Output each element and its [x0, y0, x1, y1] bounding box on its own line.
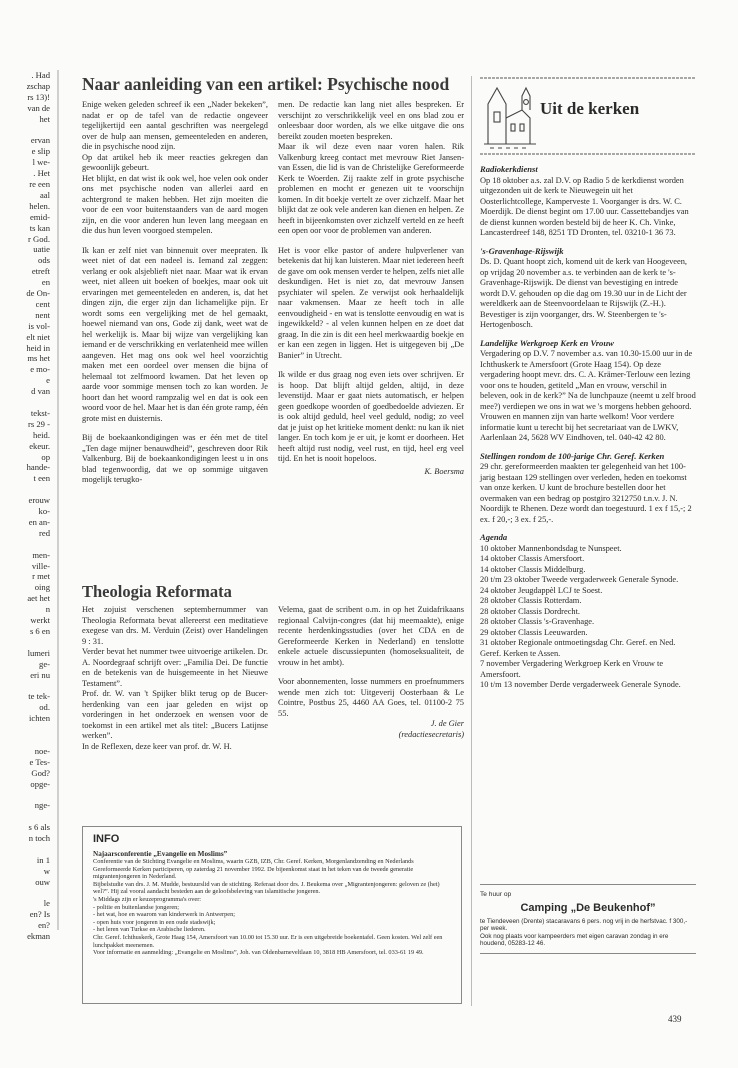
fragment-line: oing	[34, 582, 50, 593]
article1-column-1	[82, 100, 268, 495]
page-number: 439	[668, 1014, 682, 1024]
ad-rule	[480, 884, 696, 885]
info-line: Voor informatie en aanmelding: „Evangelie en Moslims”, Joh. van Oldenbarneveltlaan 10, 3818 HB Amersfoort, tel. 033-61 19 49.	[93, 949, 424, 957]
fragment-line: lumeri	[27, 647, 50, 658]
fragment-line: is vol-	[28, 320, 50, 331]
fragment-line: op	[41, 451, 50, 462]
fragment-line: ms het	[27, 353, 50, 364]
editor-name: J. de Gier	[430, 719, 464, 728]
fragment-line: ko-	[38, 506, 50, 516]
agenda-item: 14 oktober Classis Middelburg.	[480, 564, 586, 574]
notice-heading: 's-Gravenhage-Rijswijk	[480, 245, 564, 256]
page-fold	[57, 70, 59, 930]
fragment-line: nge-	[34, 800, 50, 811]
fragment-line: het	[39, 113, 50, 124]
paragraph: Ik wilde er dus graag nog even iets over schrijven. Er is hoop. Dat blijft altijd gelden, altijd, in deze levenstijd. Maar er gaat niets automatisch, er helpen geen goedkope woorden of goedbedoelde adviezen. Er is ook altijd geduld, heel veel geduld, nodig; zo veel dat je juist op het kritieke moment denkt: nu kan ik niet langer. En toch kom je er uit, je komt er doorheen. Het heeft altijd rust nodig, veel rust, en tijd, heel erg veel tijd. En het is nooit hopeloos.	[278, 370, 464, 463]
agenda-item: 20 t/m 23 oktober Tweede vergaderweek Generale Synode.	[480, 575, 679, 584]
fragment-line: e	[46, 375, 50, 386]
fragment-line: etreft	[31, 266, 50, 277]
fragment-line: ge-	[39, 658, 50, 669]
notice-body: Op 18 oktober a.s. zal D.V. op Radio 5 de kerkdienst worden uitgezonden uit de kerk te Nieuwegein uit het Oosterlichtcollege, Kamperveste 1. Voorganger is drs. W. C. Moerdijk. De dienst begint om 17.00 uur. Cassettebandjes van de dienst kunnen worden besteld bij de heer K. Ch. Vinke, Lancasterdreef 148, 8251 TD Dronten, tel. 03210-1 36 73.	[480, 175, 689, 237]
info-box	[82, 826, 462, 1004]
paragraph: Ik kan er zelf niet van binnenuit over meepraten. Ik weet niet of dat een nadeel is. Iemand zal zeggen: verlang er ook alsjeblieft niet naar. Maar wat ik ervan weet, niet alleen uit boeken of boekjes, maar ook uit ervaringen met gemeenteleden en anderen, is, dat het dingen zijn, die erger zijn dan lichamelijke pijn. Er wordt soms een vergelijking met de hel gemaakt, hoewel niemand van ons, Gode zij dank, weet wat de hel werkelijk is. Maar bij wijze van vergelijking kan iemand er de verschrikking en verlatenheid mee willen aangeven. Het mag ons ook wel heel voorzichtig maken met een oordeel over mensen die bijna of helemaal tot zelfmoord kwamen. Dat het leven op aarde voor sommige mensen toch zo kan worden. Je hoort dan het woord rampzalig wel en dat is ook een woord voor de hel. Maar het is dan één grote ramp, één grote mist en duisternis.	[82, 245, 268, 423]
notice-heading: Stellingen rondom de 100-jarige Chr. Geref. Kerken	[480, 450, 665, 461]
fragment-line: ekeur.	[29, 440, 50, 451]
notice-heading: Radiokerkdienst	[480, 164, 538, 174]
fragment-line: en	[41, 277, 50, 288]
fragment-line: hande-	[26, 462, 50, 473]
fragment-line: uatie	[33, 244, 50, 255]
fragment-line: noe-	[34, 745, 50, 756]
fragment-line: en?	[38, 920, 50, 931]
agenda-heading: Agenda	[480, 532, 508, 542]
fragment-line: elt niet	[26, 331, 50, 342]
agenda-item: 10 t/m 13 november Derde vergaderweek Generale Synode.	[480, 680, 681, 689]
fragment-line: red	[39, 527, 50, 538]
fragment-line: nent	[35, 309, 50, 320]
info-lines	[93, 858, 451, 957]
fragment-line: e mo-	[30, 364, 50, 375]
article2-column-1	[82, 605, 268, 761]
fragment-line: helen.	[29, 200, 50, 211]
info-line: - politie en buitenlandse jongeren;	[93, 903, 180, 911]
fragment-line: heid in	[26, 342, 50, 353]
paragraph: Velema, gaat de scribent o.m. in op het Zuidafrikaans regionaal Calvijn-congres (dat hij meemaakte), enige recente herdenkingsstudies (over het CDA en de Gereformeerde Kerken in Nederland) en tenslotte enkele actuele discussiepunten (homoseksualiteit, de vrouw in het ambt).	[278, 605, 464, 667]
fragment-line: aal	[39, 189, 50, 200]
fragment-line: God?	[31, 767, 50, 778]
notice-body: Ds. D. Quant hoopt zich, komend uit de kerk van Hoogeveen, op vrijdag 20 november a.s. te verbinden aan de kerk te 's-Gravenhage-Rijswijk. De dienst van bevestiging en intrede wordt D.V. gehouden op die dag om 19.30 uur in de Licht der wereldkerk aan de Steenvoordelaan te Rijswijk (Z.-H.). Bevestiger is zijn voorganger, drs. W. Steenbergen te 's-Hertogenbosch.	[480, 257, 687, 329]
fragment-line: t een	[33, 473, 50, 484]
fragment-line: w	[43, 865, 50, 876]
info-heading: Najaarsconferentie „Evangelie en Moslims”	[93, 850, 228, 858]
notice-body: 29 chr. gereformeerden maakten ter gelegenheid van het 100-jarig bestaan 129 stellingen over verleden, heden en toekomst van onze kerken. U kunt de brochure bestellen door het overmaken van een bedrag op postgiro 3212750 t.n.v. J. N. Noordijk te Rhenen. Deze wordt dan toegestuurd. 1 ex f 15,-; 2 ex. f 20,-; 3 ex. f 25,-.	[480, 462, 692, 524]
kerk-notices	[480, 164, 696, 525]
agenda-item: 7 november Vergadering Werkgroep Kerk en Vrouw te Amersfoort.	[480, 659, 664, 679]
church-icon	[484, 88, 536, 148]
section-header	[480, 74, 696, 158]
fragment-line: ichten	[29, 713, 50, 724]
fragment-line: ouw	[35, 876, 50, 887]
fragment-line: ts kan	[29, 222, 50, 233]
paragraph: Enige weken geleden schreef ik een „Nader bekeken”, nadat er op de tafel van de redactie ongeveer tegelijkertijd een aantal geschriften was neergelegd over de hulp aan mensen, gemeenteleden en anderen, die in psychische nood zijn. Op dat artikel heb ik meer reacties gekregen dan gewoonlijk gebeurt. Het blijkt, en dat wist ik ook wel, hoe velen ook onder ons met psychische noden van allerlei aard en achtergrond te maken hebben. Het zijn moeiten die voor de een voor buitenstaanders van de aard mogen zijn, en die voor anderen hun leven lang meegaan en die dus hun leven voorgoed stempelen.	[82, 100, 268, 235]
ad-details: te Tiendeveen (Drente) stacaravans 6 pers. nog vrij in de herfstvac. f 300,- per week. Ook nog plaats voor kampeerders met eigen caravan zondag in ere houdend, 05283-12 46.	[480, 918, 688, 948]
fragment-line: erouw	[28, 495, 50, 506]
info-title: INFO	[93, 833, 120, 845]
fragment-line: ekman	[27, 931, 50, 942]
fragment-line: tekst-	[30, 407, 50, 418]
ad-intro: Te huur op	[480, 891, 512, 898]
fragment-line: . Het	[33, 168, 50, 179]
article2-column-2	[278, 605, 464, 740]
fragment-line: te tek-	[28, 691, 50, 702]
agenda-item: 31 oktober Regionale ontmoetingsdag Chr. Geref. en Ned. Geref. Kerken te Assen.	[480, 638, 676, 658]
ad-camping-name: Camping „De Beukenhof”	[520, 902, 656, 914]
previous-page-fragment	[0, 70, 62, 942]
fragment-line: de On-	[26, 288, 50, 298]
notice-body: Vergadering op D.V. 7 november a.s. van 10.30-15.00 uur in de Ichthuskerk te Amersfoort (Grote Haag 154). Op deze vergadering hoopt mevr. drs. C. A. Krämer-Terlouw een lezing voor ons te houden, getiteld „Man en vrouw, verschil in beleven, ook in de kerk?” Na de lunchpauze (neemt u zelf brood mee?) verdiepen we ons in wat we 's morgens hebben gehoord. Vrouwen en mannen zijn van harte welkom! Voor verdere informatie kunt u terecht bij het secretariaat van de LWKV, Aarlenlaan 24, 5628 WV Eindhoven, tel. 040-42 42 80.	[480, 349, 696, 442]
fragment-line: od.	[39, 702, 50, 713]
fragment-line: . Had	[31, 70, 50, 80]
fragment-line: werkt	[30, 615, 50, 625]
fragment-line: rs 29 -	[28, 418, 50, 429]
agenda-list	[480, 544, 696, 691]
info-line: - het leren van Turkse en Arabische liederen.	[93, 926, 206, 934]
fragment-line: zschap	[26, 80, 50, 91]
paragraph: men. De redactie kan lang niet alles bespreken. Er verschijnt zo verschrikkelijk veel en ons blad zou er onleesbaar door worden, als we elke uitgave die ons bereikt zouden moeten bespreken. Maar ik wil deze even naar voren halen. Rik Valkenburg kreeg contact met mevrouw Riet Jansen-van Essen, die lid is van de Christelijke Gereformeerde Kerk te Woerden. Zij raakte zelf in grote psychische problemen en mocht er genezen uit te voorschijn komen. In dit boekje vertelt ze over zichzelf. Maar het blijkt dat ze ook vele anderen kan dienen en helpen. Ze heeft in bijeenkomsten over zichzelf verteld en ze heeft een open oor voor de problemen van anderen.	[278, 100, 464, 235]
fragment-line: rs 13)!	[27, 91, 50, 102]
agenda-item: 28 oktober Classis Rotterdam.	[480, 596, 582, 605]
fragment-line: aet het	[27, 593, 50, 604]
fragment-line: cent	[35, 298, 50, 309]
fragment-line: e Tes-	[29, 756, 50, 767]
agenda	[480, 532, 696, 691]
agenda-item: 14 oktober Classis Amersfoort.	[480, 554, 585, 563]
notice-heading: Landelijke Werkgroep Kerk en Vrouw	[480, 337, 614, 348]
agenda-item: 28 oktober Classis Dordrecht.	[480, 606, 581, 616]
ad-rule	[480, 953, 696, 954]
fragment-line: ville-	[31, 560, 50, 571]
fragment-line: en an-	[28, 516, 50, 527]
info-line: Chr. Geref. Ichthuskerk, Grote Haag 154, Amersfoort van 10.00 tot 15.30 uur. Er is een uitgebreide boekentafel. Geen kosten. Wel zelf een lunchpakket meenemen.	[93, 933, 443, 949]
fragment-line: s 6 en	[29, 625, 50, 636]
fragment-line: s 6 als	[28, 822, 50, 833]
fragment-line: van de	[27, 102, 50, 113]
fragment-line: n toch	[28, 833, 50, 843]
fragment-line: r met	[32, 571, 50, 582]
column-divider	[471, 76, 472, 1006]
fragment-line: ervan	[30, 135, 50, 146]
agenda-item: 29 oktober Classis Leeuwarden.	[480, 627, 588, 637]
fragment-line: emid-	[29, 211, 50, 222]
info-line: - open huis voor jongeren in een oude stadswijk;	[93, 918, 216, 926]
fragment-line: ods	[38, 255, 50, 266]
camping-advertisement	[480, 884, 696, 954]
info-line: 's Middags zijn er keuzeprogramma's over:	[93, 895, 202, 903]
fragment-line: opge-	[30, 778, 50, 789]
paragraph: Voor abonnementen, losse nummers en proefnummers wende men zich tot: Uitgeverij Oosterbaan & Le Cointre, Postbus 25, 4460 AA Goes, tel. 01100-2 75 55.	[278, 677, 464, 718]
fragment-line: l we-	[32, 157, 50, 168]
agenda-item: 10 oktober Mannenbondsdag te Nunspeet.	[480, 543, 622, 553]
section-title: Uit de kerken	[540, 99, 640, 118]
fragment-line: re een	[29, 179, 50, 189]
agenda-item: 28 oktober Classis 's-Gravenhage.	[480, 617, 595, 626]
article1-column-2	[278, 100, 464, 477]
paragraph: Het zojuist verschenen septembernummer van Theologia Reformata bevat allereerst een meditatieve exegese van drs. M. Verduin (Zeist) over Handelingen 9 : 31. Verder bevat het nummer twee uitvoerige artikelen. Dr. A. Noordegraaf schrijft over: „Familia Dei. De functie en de betekenis van de huisgemeente in het Nieuwe Testament”. Prof. dr. W. van 't Spijker blikt terug op de Bucer-herdenking van een jaar geleden en wijst op vorderingen in het onderzoek en wensen voor de toekomst in een artikel met als titel: „Bucers Latijnse werken”. In de Reflexen, deze keer van prof. dr. W. H.	[82, 605, 268, 751]
fragment-line: d van	[31, 386, 50, 397]
fragment-line: in 1	[36, 854, 50, 865]
info-line: - het wat, hoe en waarom van kinderwerk in Antwerpen;	[93, 911, 235, 919]
fragment-line: e slip	[31, 146, 50, 157]
fragment-line: heid.	[33, 429, 50, 440]
info-line: Conferentie van de Stichting Evangelie en Moslims, waarin GZB, IZB, Chr. Geref. Kerken, Morgenlandzending en Nederlands Gereformeerde Kerken participeren, op zaterdag 21 november 1992. De bijeenkomst staat in het teken van de tweede generatie migrantenjongeren in Nederland.	[93, 858, 414, 881]
article-title-psychische-nood: Naar aanleiding van een artikel: Psychische nood	[82, 74, 450, 94]
author-signature: K. Boersma	[424, 466, 464, 476]
agenda-item: 24 oktober Jeugdappèl LCJ te Soest.	[480, 585, 603, 595]
info-line: Bijbelstudie van drs. J. M. Mudde, bestuurslid van de stichting. Referaat door drs. J. Beukema over „Migrantenjongeren: geloven ze (het) wel?”. Hij zal vooral aandacht besteden aan de geloofsbeleving van islamitische jongeren.	[93, 880, 440, 896]
editor-role: (redactiesecretaris)	[398, 729, 464, 739]
paragraph: Het is voor elke pastor of andere hulpverlener van betekenis dat hij kan luisteren. Maar niet iedereen heeft de gave om ook mensen verder te helpen, zelfs niet alle deskundigen. Het is niet zo, dat mevrouw Jansen psychiater wil spelen. Ze verwijst ook herhaaldelijk naar vakmensen. Maar ze heeft toch in alle eenvoudigheid - en wat is tenslotte eenvoudig en wat is ingewikkeld? - al velen kunnen helpen en ze doet dat graag. In die zin is dit een heel merkwaardig boekje en er kan een zegen in liggen. Het is uitgegeven bij „De Banier” in Utrecht.	[278, 245, 464, 360]
article-title-theologia-reformata: Theologia Reformata	[82, 582, 232, 601]
fragment-line: r God.	[28, 233, 50, 244]
paragraph: Bij de boekaankondigingen was er één met de titel „Ten dage mijner benauwdheid”, geschreven door Rik Valkenburg. Bij de boekaankondigingen leest u in ons blad tegenwoordig, dat we op sommige uitgaven mogelijk terugko-	[82, 433, 268, 484]
fragment-line: le	[43, 898, 50, 909]
fragment-line: men-	[32, 549, 50, 560]
fragment-line: eri nu	[30, 669, 50, 680]
fragment-line: n	[45, 604, 50, 615]
uit-de-kerken-column	[480, 74, 696, 691]
fragment-line: en? Is	[29, 909, 50, 920]
